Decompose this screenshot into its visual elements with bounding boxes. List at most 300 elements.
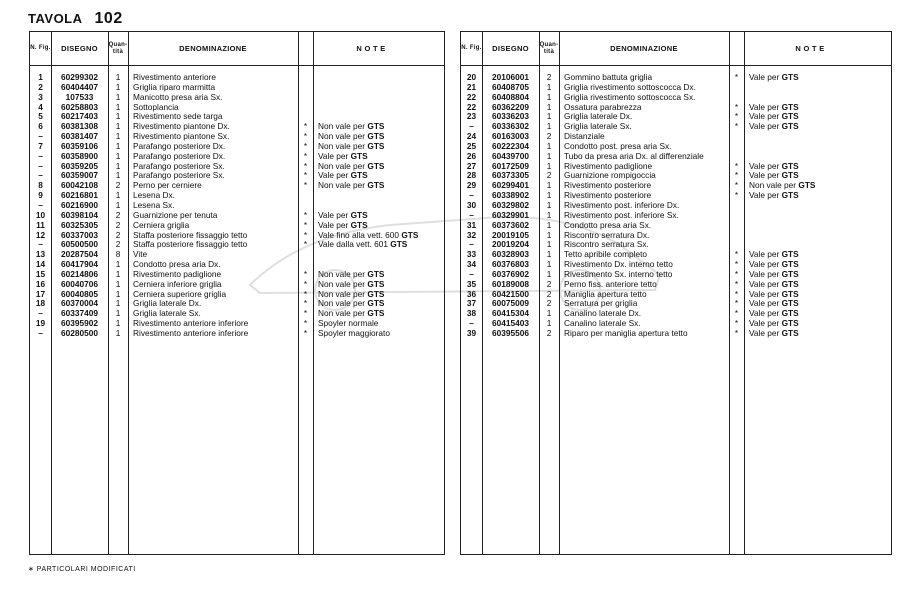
modified-mark: *: [303, 209, 308, 220]
fig-number: 29: [466, 180, 477, 191]
fig-number: 18: [35, 298, 46, 309]
part-number: 60373305: [492, 170, 529, 181]
part-number: 60325305: [61, 219, 98, 230]
fig-number: 14: [35, 259, 46, 270]
part-number: 60329901: [492, 209, 529, 220]
quantity: 1: [546, 318, 552, 329]
modified-mark: *: [734, 72, 739, 82]
fig-number: –: [38, 160, 43, 171]
part-name: Serratura per griglia: [564, 298, 638, 309]
part-name: Cerniera inferiore griglia: [133, 278, 222, 289]
part-note: Vale fino alla vett. 600 GTS: [318, 229, 419, 240]
part-name: Condotto presa aria Sx.: [564, 219, 652, 230]
title-number: 102: [94, 10, 123, 27]
header-n-fig: N. Fig.: [30, 45, 51, 52]
part-name: Rivestimento anteriore inferiore: [133, 318, 249, 329]
quantity: 1: [546, 249, 552, 260]
modified-mark: *: [303, 318, 308, 329]
part-number: 60163003: [492, 131, 529, 142]
modified-mark: *: [734, 318, 739, 329]
part-note: Non vale per GTS: [318, 180, 385, 191]
part-name: Rivestimento anteriore: [133, 72, 217, 82]
fig-number: –: [469, 268, 474, 279]
part-number: 60336302: [492, 121, 529, 132]
part-note: Spoyler normale: [318, 318, 379, 329]
part-note: Vale per GTS: [749, 318, 799, 329]
fig-number: –: [38, 239, 43, 250]
modified-mark: *: [303, 121, 308, 132]
part-name: Perno per cerniere: [133, 180, 202, 191]
fig-number: 4: [38, 101, 43, 112]
quantity: 1: [546, 101, 552, 112]
modified-mark: *: [303, 160, 308, 171]
modified-mark: *: [734, 259, 739, 270]
part-note: Vale per GTS: [749, 278, 799, 289]
part-number: 20019204: [492, 239, 529, 250]
part-name: Rivestimento piantone Sx.: [133, 131, 230, 142]
fig-number: 11: [36, 219, 45, 230]
part-number: 60328903: [492, 249, 529, 260]
fig-number: –: [469, 121, 474, 132]
header-note: N O T E: [795, 43, 825, 53]
quantity: 2: [546, 278, 552, 289]
part-number: 20019105: [492, 229, 529, 240]
part-number: 60329802: [492, 199, 529, 210]
part-number: 60042108: [61, 180, 98, 191]
part-number: 60217403: [61, 111, 98, 122]
part-note: Vale per GTS: [749, 288, 799, 299]
part-number: 60216801: [61, 190, 98, 201]
part-name: Guarnizione per tenuta: [133, 209, 218, 220]
rows-right: [461, 73, 891, 339]
part-note: Vale per GTS: [749, 327, 799, 338]
fig-number: 39: [466, 327, 477, 338]
quantity: 1: [546, 308, 552, 319]
modified-mark: *: [734, 170, 739, 181]
fig-number: 17: [35, 288, 46, 299]
quantity: 1: [115, 111, 121, 122]
fig-number: 33: [466, 249, 477, 260]
table-row: [30, 329, 444, 339]
fig-number: 22: [466, 91, 477, 102]
part-name: Riparo per maniglia apertura tetto: [564, 327, 688, 338]
table-row: [461, 329, 891, 339]
part-number: 60408804: [492, 91, 529, 102]
part-name: Rivestimento post. inferiore Dx.: [564, 199, 680, 210]
fig-number: 34: [466, 259, 477, 270]
quantity: 1: [115, 160, 121, 171]
part-note: Vale per GTS: [318, 209, 368, 220]
part-name: Rivestimento padiglione: [133, 268, 222, 279]
modified-mark: *: [734, 160, 739, 171]
part-note: Spoyler maggiorato: [318, 327, 390, 338]
parts-table-right: [460, 31, 892, 555]
quantity: 2: [546, 72, 552, 82]
fig-number: 38: [466, 308, 477, 319]
part-number: 60417904: [61, 259, 98, 270]
quantity: 1: [115, 199, 121, 210]
quantity: 2: [546, 131, 552, 142]
modified-mark: *: [734, 121, 739, 132]
part-number: 60299302: [61, 72, 98, 82]
part-note: Non vale per GTS: [318, 288, 385, 299]
fig-number: 5: [38, 111, 43, 122]
header-quantita: Quan-tità: [108, 42, 128, 55]
part-name: Cerniera superiore griglia: [133, 288, 227, 299]
header-n-fig: N. Fig.: [461, 45, 482, 52]
quantity: 1: [546, 111, 552, 122]
part-name: Maniglia apertura tetto: [564, 288, 647, 299]
part-note: Vale per GTS: [749, 121, 799, 132]
part-number: 60415403: [492, 318, 529, 329]
part-number: 60258803: [61, 101, 98, 112]
part-name: Parafango posteriore Dx.: [133, 140, 226, 151]
modified-mark: *: [734, 268, 739, 279]
part-name: Griglia riparo marmitta: [133, 81, 216, 92]
quantity: 1: [115, 101, 121, 112]
modified-mark: *: [303, 180, 308, 191]
quantity: 1: [115, 91, 121, 102]
modified-mark: *: [303, 278, 308, 289]
modified-mark: *: [303, 298, 308, 309]
header-denominazione: DENOMINAZIONE: [179, 43, 247, 53]
modified-mark: *: [734, 308, 739, 319]
quantity: 1: [546, 229, 552, 240]
quantity: 2: [115, 229, 121, 240]
fig-number: 30: [466, 199, 477, 210]
fig-number: 27: [466, 160, 477, 171]
quantity: 2: [546, 298, 552, 309]
part-note: Vale per GTS: [749, 72, 799, 82]
part-note: Non vale per GTS: [318, 278, 385, 289]
quantity: 1: [546, 160, 552, 171]
fig-number: 36: [466, 288, 477, 299]
fig-number: 35: [466, 278, 477, 289]
quantity: 1: [546, 199, 552, 210]
quantity: 1: [115, 170, 121, 181]
part-number: 60376902: [492, 268, 529, 279]
part-name: Lesena Sx.: [133, 199, 175, 210]
quantity: 1: [546, 150, 552, 161]
fig-number: 23: [466, 111, 477, 122]
quantity: 1: [115, 318, 121, 329]
part-name: Tetto apribile completo: [564, 249, 648, 260]
header-disegno: DISEGNO: [61, 43, 98, 53]
quantity: 1: [115, 140, 121, 151]
modified-mark: *: [734, 190, 739, 201]
part-number: 60395506: [492, 327, 529, 338]
quantity: 2: [115, 180, 121, 191]
fig-number: 10: [35, 209, 46, 220]
part-note: Non vale per GTS: [318, 268, 385, 279]
part-number: 60358900: [61, 150, 98, 161]
part-number: 60415304: [492, 308, 529, 319]
part-name: Rivestimento post. inferiore Sx.: [564, 209, 679, 220]
part-name: Rivestimento sede targa: [133, 111, 223, 122]
part-name: Rivestimento posteriore: [564, 190, 652, 201]
fig-number: 3: [38, 91, 43, 102]
part-number: 60500500: [61, 239, 98, 250]
part-number: 60280500: [61, 327, 98, 338]
part-name: Cerniera griglia: [133, 219, 190, 230]
quantity: 8: [115, 249, 121, 260]
part-note: Non vale per GTS: [318, 140, 385, 151]
part-number: 60189008: [492, 278, 529, 289]
part-name: Ossatura parabrezza: [564, 101, 642, 112]
fig-number: 15: [35, 268, 46, 279]
part-note: Non vale per GTS: [318, 308, 385, 319]
quantity: 1: [115, 259, 121, 270]
quantity: 1: [115, 131, 121, 142]
fig-number: –: [469, 190, 474, 201]
fig-number: 24: [466, 131, 477, 142]
part-note: Vale per GTS: [749, 190, 799, 201]
part-number: 60075009: [492, 298, 529, 309]
fig-number: 28: [466, 170, 477, 181]
fig-number: 1: [38, 72, 43, 82]
part-name: Parafango posteriore Sx.: [133, 170, 225, 181]
part-number: 60040706: [61, 278, 98, 289]
fig-number: 32: [466, 229, 477, 240]
fig-number: 21: [466, 81, 477, 92]
fig-number: 37: [466, 298, 477, 309]
quantity: 2: [115, 219, 121, 230]
part-name: Griglia laterale Dx.: [133, 298, 202, 309]
part-number: 60172509: [492, 160, 529, 171]
quantity: 2: [546, 288, 552, 299]
quantity: 2: [115, 209, 121, 220]
fig-number: 19: [35, 318, 46, 329]
quantity: 1: [115, 121, 121, 132]
fig-number: –: [469, 318, 474, 329]
header-note: N O T E: [356, 43, 386, 53]
quantity: 1: [115, 81, 121, 92]
quantity: 1: [115, 150, 121, 161]
quantity: 1: [546, 91, 552, 102]
quantity: 1: [546, 81, 552, 92]
modified-mark: *: [303, 239, 308, 250]
part-note: Vale per GTS: [749, 259, 799, 270]
part-note: Non vale per GTS: [318, 160, 385, 171]
fig-number: 2: [38, 81, 43, 92]
part-number: 60362209: [492, 101, 529, 112]
part-name: Condotto presa aria Dx.: [133, 259, 221, 270]
part-number: 60439700: [492, 150, 529, 161]
modified-mark: *: [303, 268, 308, 279]
page-title: [28, 10, 123, 28]
part-note: Vale per GTS: [318, 170, 368, 181]
part-number: 60336203: [492, 111, 529, 122]
fig-number: 20: [466, 72, 477, 82]
part-number: 20106001: [492, 72, 529, 82]
part-number: 60359007: [61, 170, 98, 181]
modified-mark: *: [734, 278, 739, 289]
quantity: 1: [115, 308, 121, 319]
quantity: 1: [546, 180, 552, 191]
part-number: 60395902: [61, 318, 98, 329]
part-number: 60216900: [61, 199, 98, 210]
part-name: Griglia rivestimento sottoscocca Sx.: [564, 91, 696, 102]
part-name: Guarnizione rompigoccia: [564, 170, 656, 181]
part-number: 60373602: [492, 219, 529, 230]
part-name: Griglia laterale Sx.: [564, 121, 632, 132]
part-name: Rivestimento posteriore: [564, 180, 652, 191]
part-name: Parafango posteriore Sx.: [133, 160, 225, 171]
part-note: Vale per GTS: [749, 160, 799, 171]
quantity: 1: [115, 268, 121, 279]
part-note: Vale per GTS: [318, 150, 368, 161]
header-denominazione: DENOMINAZIONE: [610, 43, 678, 53]
part-number: 107533: [65, 91, 94, 102]
part-note: Vale per GTS: [749, 308, 799, 319]
part-name: Parafango posteriore Dx.: [133, 150, 226, 161]
part-name: Tubo da presa aria Dx. al differenziale: [564, 150, 704, 161]
quantity: 1: [546, 259, 552, 270]
quantity: 2: [546, 170, 552, 181]
fig-number: 31: [466, 219, 477, 230]
quantity: 1: [546, 268, 552, 279]
part-name: Rivestimento anteriore inferiore: [133, 327, 249, 338]
part-name: Riscontro serratura Dx.: [564, 229, 650, 240]
part-name: Griglia rivestimento sottoscocca Dx.: [564, 81, 696, 92]
quantity: 1: [546, 209, 552, 220]
part-name: Griglia laterale Dx.: [564, 111, 633, 122]
part-number: 60398104: [61, 209, 98, 220]
fig-number: 13: [35, 249, 46, 260]
fig-number: 7: [38, 140, 43, 151]
modified-mark: *: [734, 298, 739, 309]
part-name: Distanziale: [564, 131, 605, 142]
modified-mark: *: [303, 150, 308, 161]
fig-number: 9: [38, 190, 43, 201]
fig-number: –: [38, 199, 43, 210]
modified-mark: *: [734, 327, 739, 338]
footer-legend: ∗ PARTICOLARI MODIFICATI: [28, 566, 136, 573]
part-name: Rivestimento padiglione: [564, 160, 653, 171]
fig-number: –: [38, 308, 43, 319]
part-number: 60040805: [61, 288, 98, 299]
part-number: 60214806: [61, 268, 98, 279]
modified-mark: *: [734, 180, 739, 191]
part-name: Staffa posteriore fissaggio tetto: [133, 239, 248, 250]
part-name: Rivestimento Sx. interno tetto: [564, 268, 673, 279]
part-name: Canalino laterale Dx.: [564, 308, 642, 319]
fig-number: 8: [38, 180, 43, 191]
quantity: 2: [546, 327, 552, 338]
quantity: 1: [115, 288, 121, 299]
part-note: Non vale per GTS: [749, 180, 816, 191]
quantity: 2: [115, 239, 121, 250]
part-number: 60381308: [61, 121, 98, 132]
modified-mark: *: [303, 219, 308, 230]
modified-mark: *: [303, 229, 308, 240]
fig-number: 12: [35, 229, 46, 240]
quantity: 1: [546, 219, 552, 230]
part-note: Vale per GTS: [318, 219, 368, 230]
part-name: Manicotto presa aria Sx.: [133, 91, 223, 102]
part-number: 60404407: [61, 81, 98, 92]
quantity: 1: [115, 278, 121, 289]
part-number: 60337409: [61, 308, 98, 319]
quantity: 1: [546, 239, 552, 250]
part-name: Lesena Dx.: [133, 190, 175, 201]
fig-number: 22: [466, 101, 477, 112]
fig-number: –: [38, 131, 43, 142]
fig-number: 6: [38, 121, 43, 132]
fig-number: –: [38, 327, 43, 338]
part-number: 60359205: [61, 160, 98, 171]
part-name: Rivestimento Dx. interno tetto: [564, 259, 673, 270]
part-note: Vale per GTS: [749, 249, 799, 260]
part-note: Non vale per GTS: [318, 121, 385, 132]
fig-number: –: [469, 239, 474, 250]
rows-left: [30, 73, 444, 339]
modified-mark: *: [303, 170, 308, 181]
modified-mark: *: [303, 288, 308, 299]
title-label: TAVOLA: [28, 11, 83, 26]
part-note: Vale per GTS: [749, 170, 799, 181]
modified-mark: *: [734, 101, 739, 112]
part-name: Riscontro serratura Sx.: [564, 239, 649, 250]
fig-number: 16: [35, 278, 46, 289]
parts-table-left: [29, 31, 445, 555]
fig-number: –: [38, 170, 43, 181]
part-note: Vale per GTS: [749, 111, 799, 122]
part-note: Non vale per GTS: [318, 131, 385, 142]
modified-mark: *: [303, 327, 308, 338]
modified-mark: *: [303, 131, 308, 142]
part-number: 60370004: [61, 298, 98, 309]
part-name: Staffa posteriore fissaggio tetto: [133, 229, 248, 240]
part-number: 60376803: [492, 259, 529, 270]
part-note: Vale per GTS: [749, 101, 799, 112]
part-number: 60299401: [492, 180, 529, 191]
part-name: Perno fiss. anteriore tetto: [564, 278, 657, 289]
part-number: 60338902: [492, 190, 529, 201]
modified-mark: *: [303, 308, 308, 319]
header-quantita: Quan-tità: [539, 42, 559, 55]
part-name: Griglia laterale Sx.: [133, 308, 201, 319]
quantity: 1: [546, 121, 552, 132]
quantity: 1: [115, 190, 121, 201]
part-number: 60381407: [61, 131, 98, 142]
quantity: 1: [546, 190, 552, 201]
quantity: 1: [115, 327, 121, 338]
part-name: Vite: [133, 249, 148, 260]
modified-mark: *: [734, 288, 739, 299]
part-number: 20287504: [61, 249, 98, 260]
part-name: Rivestimento piantone Dx.: [133, 121, 230, 132]
fig-number: 25: [466, 140, 477, 151]
quantity: 1: [115, 72, 121, 82]
part-note: Vale dalla vett. 601 GTS: [318, 239, 408, 250]
part-note: Non vale per GTS: [318, 298, 385, 309]
part-name: Sottoplancia: [133, 101, 179, 112]
part-number: 60421500: [492, 288, 529, 299]
modified-mark: *: [303, 140, 308, 151]
quantity: 1: [115, 298, 121, 309]
modified-mark: *: [734, 249, 739, 260]
part-name: Canalino laterale Sx.: [564, 318, 641, 329]
fig-number: 26: [466, 150, 477, 161]
fig-number: –: [469, 209, 474, 220]
part-note: Vale per GTS: [749, 268, 799, 279]
modified-mark: *: [734, 111, 739, 122]
part-number: 60408705: [492, 81, 529, 92]
part-name: Condotto post. presa aria Sx.: [564, 140, 672, 151]
part-number: 60359106: [61, 140, 98, 151]
part-number: 60222304: [492, 140, 529, 151]
